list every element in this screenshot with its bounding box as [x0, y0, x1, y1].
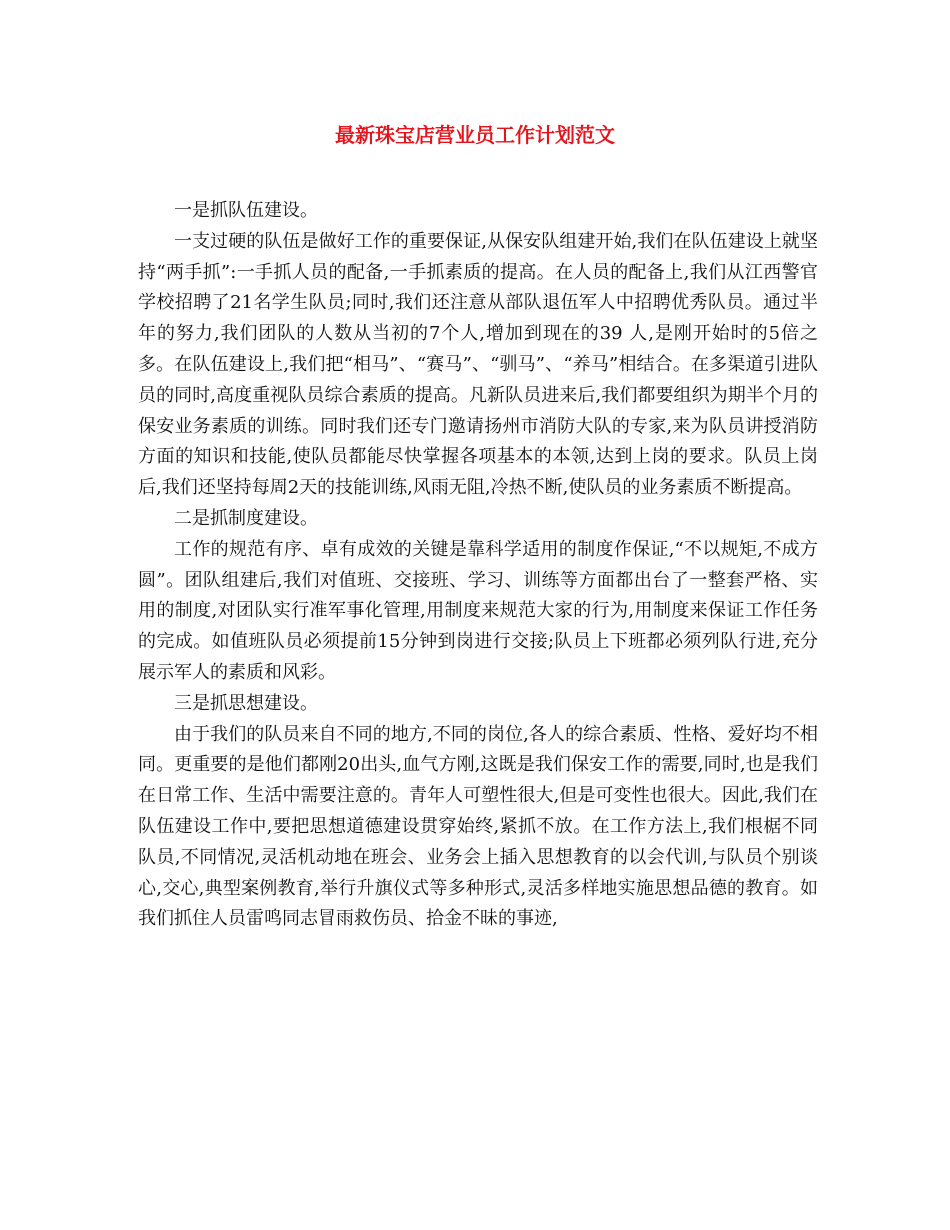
paragraph-heading-ideology: 三是抓思想建设。	[174, 692, 318, 714]
paragraph-ideology-building: 由于我们的队员来自不同的地方,不同的岗位,各人的综合素质、性格、爱好均不相同。更重要的是他们都刚20出头,血气方刚,这既是我们保安工作的需要,同时,也是我们在日常工作、生活中需要注意的。青年人可塑性很大,但是可变性也很大。因此,我们在队伍建设工作中,要把思想道德建设贯穿始终,紧抓不放。在工作方法上,我们根椐不同队员,不同情况,灵活机动地在班会、业务会上插入思想教育的以会代训,与队员个别谈心,交心,典型案例教育,举行升旗仪式等多种形式,灵活多样地实施思想品德的教育。如我们抓住人员雷鸣同志冒雨救伤员、拾金不昧的事迹,	[138, 723, 818, 930]
document-body	[138, 196, 818, 935]
paragraph-heading-team: 一是抓队伍建设。	[174, 200, 318, 221]
document-title: 最新珠宝店营业员工作计划范文	[335, 123, 615, 147]
paragraph-team-building: 一支过硬的队伍是做好工作的重要保证,从保安队组建开始,我们在队伍建设上就坚持“两手抓”:一手抓人员的配备,一手抓素质的提高。在人员的配备上,我们从江西警官学校招聘了21名学生队员;同时,我们还注意从部队退伍军人中招聘优秀队员。通过半年的努力,我们团队的人数从当初的7个人,增加到现在的39 人,是刚开始时的5倍之多。在队伍建设上,我们把“相马”、“赛马”、“驯马”、“养马”相结合。在多渠道引进队员的同时,高度重视队员综合素质的提高。凡新队员进来后,我们都要组织为期半个月的保安业务素质的训练。同时我们还专门邀请扬州市消防大队的专家,来为队员讲授消防方面的知识和技能,使队员都能尽快掌握各项基本的本领,达到上岗的要求。队员上岗后,我们还坚持每周2天的技能训练,风雨无阻,冷热不断,使队员的业务素质不断提高。	[138, 230, 818, 499]
paragraph-system-building: 工作的规范有序、卓有成效的关键是靠科学适用的制度作保证,“不以规矩,不成方圆”。团队组建后,我们对值班、交接班、学习、训练等方面都出台了一整套严格、实用的制度,对团队实行准军事化管理,用制度来规范大家的行为,用制度来保证工作任务的完成。如值班队员必须提前15分钟到岗进行交接;队员上下班都必须列队行进,充分展示军人的素质和风彩。	[138, 538, 818, 683]
paragraph-heading-system: 二是抓制度建设。	[174, 507, 318, 529]
